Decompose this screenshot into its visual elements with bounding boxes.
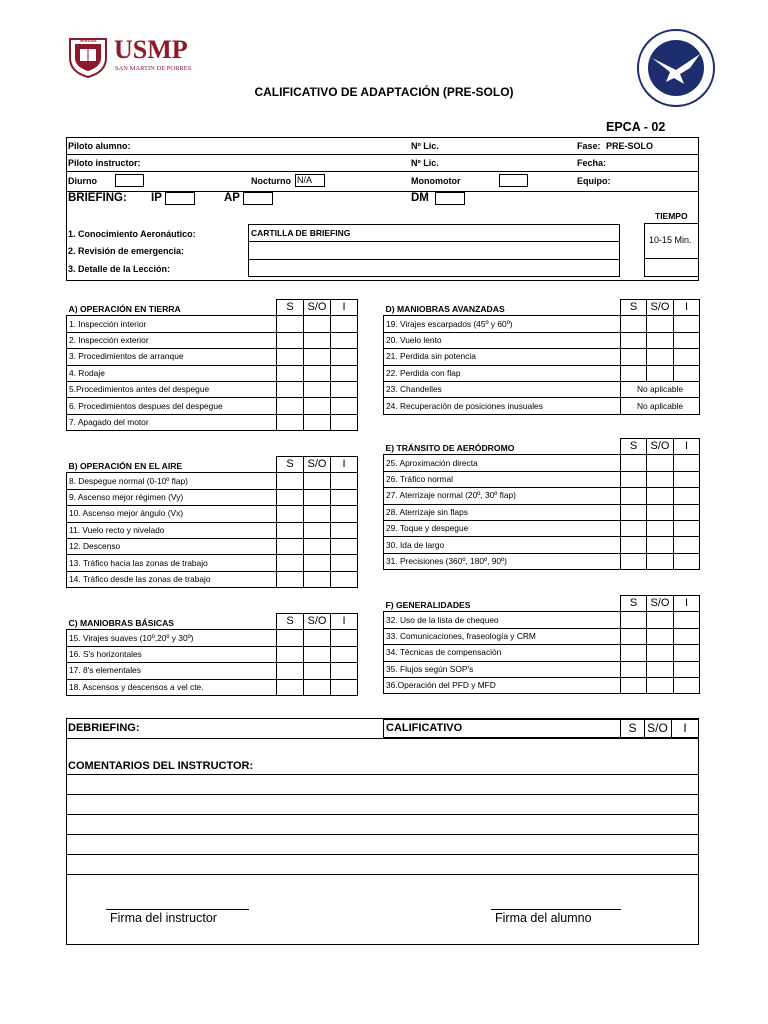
nocturno-value: N/A bbox=[297, 175, 313, 185]
table-row bbox=[384, 381, 700, 397]
table-row bbox=[67, 398, 358, 414]
item-label: 26. Tráfico normal bbox=[384, 471, 621, 487]
table-row bbox=[384, 628, 700, 644]
not-applicable-cell: No aplicable bbox=[621, 398, 700, 414]
item-label: 6. Procedimientos despues del despegue bbox=[67, 398, 277, 414]
grade-cell[interactable] bbox=[621, 365, 647, 381]
section-d-table bbox=[383, 299, 700, 415]
section-f-table bbox=[383, 595, 700, 694]
table-row bbox=[384, 520, 700, 536]
grade-cell[interactable] bbox=[674, 645, 700, 661]
grade-cell[interactable] bbox=[674, 661, 700, 677]
grade-cell[interactable] bbox=[304, 349, 331, 365]
grade-cell[interactable] bbox=[621, 316, 647, 332]
grade-cell[interactable] bbox=[331, 398, 358, 414]
briefing-label: BRIEFING: bbox=[68, 192, 127, 204]
item-label: 27. Aterrizaje normal (20º, 30º flap) bbox=[384, 488, 621, 504]
table-row bbox=[67, 332, 358, 348]
item-label: 20. Vuelo lento bbox=[384, 332, 621, 348]
item-label: 33. Comunicaciones, fraseología y CRM bbox=[384, 628, 621, 644]
item-label: 12. Descenso bbox=[67, 538, 277, 554]
ip-label: IP bbox=[151, 192, 162, 204]
col-i: I bbox=[331, 300, 358, 316]
grade-cell[interactable] bbox=[621, 488, 647, 504]
table-row bbox=[384, 677, 700, 693]
grade-cell[interactable] bbox=[674, 612, 700, 628]
item-label: 21. Perdida sin potencia bbox=[384, 349, 621, 365]
table-row bbox=[384, 349, 700, 365]
table-row bbox=[67, 663, 358, 679]
section-d-title: D) MANIOBRAS AVANZADAS bbox=[384, 300, 621, 316]
lic-label-2: Nº Lic. bbox=[411, 158, 439, 168]
col-s: S bbox=[621, 300, 647, 316]
grade-cell[interactable] bbox=[304, 571, 331, 587]
table-row bbox=[384, 504, 700, 520]
briefing-item-1: 1. Conocimiento Aeronáutico: bbox=[68, 229, 196, 239]
grade-cell[interactable] bbox=[647, 316, 674, 332]
table-row bbox=[67, 646, 358, 662]
grade-cell[interactable] bbox=[277, 381, 304, 397]
calificativo-label: CALIFICATIVO bbox=[386, 722, 463, 734]
grade-cell[interactable] bbox=[304, 555, 331, 571]
tiempo-blank[interactable] bbox=[644, 258, 699, 277]
equipo-label: Equipo: bbox=[577, 176, 611, 186]
briefing-item-3: 3. Detalle de la Lección: bbox=[68, 264, 171, 274]
grade-cell[interactable] bbox=[621, 332, 647, 348]
item-label: 1. Inspección interior bbox=[67, 316, 277, 332]
grade-cell[interactable] bbox=[304, 630, 331, 646]
section-b-table bbox=[66, 456, 358, 588]
grade-cell[interactable] bbox=[304, 489, 331, 505]
grade-cell[interactable] bbox=[621, 612, 647, 628]
firma-instructor-label: Firma del instructor bbox=[110, 911, 217, 925]
grade-cell[interactable] bbox=[674, 365, 700, 381]
grade-cell[interactable] bbox=[304, 316, 331, 332]
grade-cell[interactable] bbox=[277, 473, 304, 489]
grade-cell[interactable] bbox=[674, 677, 700, 693]
grade-cell[interactable] bbox=[304, 538, 331, 554]
item-label: 7. Apagado del motor bbox=[67, 414, 277, 430]
table-row bbox=[67, 630, 358, 646]
firma-alumno-label: Firma del alumno bbox=[495, 911, 592, 925]
calificativo-so: S/O bbox=[647, 721, 668, 735]
item-label: 23. Chandelles bbox=[384, 381, 621, 397]
ip-box[interactable] bbox=[165, 192, 195, 205]
grade-cell[interactable] bbox=[331, 365, 358, 381]
page-title: CALIFICATIVO DE ADAPTACIÓN (PRE-SOLO) bbox=[254, 85, 514, 99]
grade-cell[interactable] bbox=[621, 628, 647, 644]
grade-cell[interactable] bbox=[674, 349, 700, 365]
grade-cell[interactable] bbox=[304, 332, 331, 348]
col-i: I bbox=[331, 614, 358, 630]
col-s: S bbox=[621, 439, 647, 455]
item-label: 28. Aterrizaje sin flaps bbox=[384, 504, 621, 520]
grade-cell[interactable] bbox=[621, 349, 647, 365]
grade-cell[interactable] bbox=[647, 365, 674, 381]
col-i: I bbox=[331, 457, 358, 473]
grade-cell[interactable] bbox=[621, 553, 647, 569]
item-label: 10. Ascenso mejor ángulo (Vx) bbox=[67, 506, 277, 522]
item-label: 17. 8's elementales bbox=[67, 663, 277, 679]
tiempo-value: 10-15 Min. bbox=[649, 235, 692, 245]
table-row bbox=[384, 471, 700, 487]
table-row bbox=[67, 365, 358, 381]
grade-cell[interactable] bbox=[277, 316, 304, 332]
piloto-instructor-label: Piloto instructor: bbox=[68, 158, 141, 168]
table-row bbox=[384, 553, 700, 569]
item-label: 11. Vuelo recto y nivelado bbox=[67, 522, 277, 538]
grade-cell[interactable] bbox=[331, 679, 358, 695]
grade-cell[interactable] bbox=[277, 522, 304, 538]
grade-cell[interactable] bbox=[621, 455, 647, 471]
tiempo-label: TIEMPO bbox=[655, 211, 688, 221]
grade-cell[interactable] bbox=[331, 381, 358, 397]
section-e-title: E) TRÁNSITO DE AERÓDROMO bbox=[384, 439, 621, 455]
table-row bbox=[67, 316, 358, 332]
grade-cell[interactable] bbox=[277, 414, 304, 430]
grade-cell[interactable] bbox=[331, 646, 358, 662]
nocturno-label: Nocturno bbox=[251, 176, 291, 186]
university-subtitle: SAN MARTIN DE PORRES bbox=[115, 65, 192, 72]
firma-instructor-line[interactable] bbox=[106, 909, 249, 910]
usmp-logo bbox=[68, 36, 208, 78]
item-label: 14. Tráfico desde las zonas de trabajo bbox=[67, 571, 277, 587]
fase-label: Fase: bbox=[577, 141, 601, 151]
grade-cell[interactable] bbox=[647, 520, 674, 536]
comentarios-label: COMENTARIOS DEL INSTRUCTOR: bbox=[68, 760, 254, 772]
grade-cell[interactable] bbox=[331, 332, 358, 348]
grade-cell[interactable] bbox=[304, 663, 331, 679]
item-label: 24. Recuperación de posiciones inusuales bbox=[384, 398, 621, 414]
grade-cell[interactable] bbox=[647, 471, 674, 487]
item-label: 19. Virajes escarpados (45º y 60º) bbox=[384, 316, 621, 332]
item-label: 34. Técnicas de compensación bbox=[384, 645, 621, 661]
grade-cell[interactable] bbox=[647, 628, 674, 644]
calificativo-i: I bbox=[683, 721, 687, 735]
grade-cell[interactable] bbox=[277, 555, 304, 571]
grade-cell[interactable] bbox=[331, 522, 358, 538]
grade-cell[interactable] bbox=[621, 520, 647, 536]
section-a-table bbox=[66, 299, 358, 431]
grade-cell[interactable] bbox=[621, 661, 647, 677]
item-label: 2. Inspección exterior bbox=[67, 332, 277, 348]
grade-cell[interactable] bbox=[277, 489, 304, 505]
fase-value: PRE-SOLO bbox=[606, 141, 654, 151]
table-row bbox=[384, 488, 700, 504]
grade-cell[interactable] bbox=[277, 506, 304, 522]
diurno-box[interactable] bbox=[115, 174, 144, 187]
col-s: S bbox=[621, 596, 647, 612]
grade-cell[interactable] bbox=[331, 414, 358, 430]
grade-cell[interactable] bbox=[304, 414, 331, 430]
piloto-alumno-label: Piloto alumno: bbox=[68, 141, 131, 151]
section-b-title: B) OPERACIÓN EN EL AIRE bbox=[67, 457, 277, 473]
table-row bbox=[67, 473, 358, 489]
firma-alumno-line[interactable] bbox=[491, 909, 621, 910]
grade-cell[interactable] bbox=[674, 455, 700, 471]
table-row bbox=[384, 316, 700, 332]
item-label: 25. Aproximación directa bbox=[384, 455, 621, 471]
grade-cell[interactable] bbox=[331, 538, 358, 554]
grade-cell[interactable] bbox=[304, 522, 331, 538]
table-row bbox=[384, 332, 700, 348]
item-label: 29. Toque y despegue bbox=[384, 520, 621, 536]
grade-cell[interactable] bbox=[277, 571, 304, 587]
item-label: 30. Ida de largo bbox=[384, 537, 621, 553]
grade-cell[interactable] bbox=[331, 489, 358, 505]
item-label: 36.Operación del PFD y MFD bbox=[384, 677, 621, 693]
item-label: 13. Tráfico hacia las zonas de trabajo bbox=[67, 555, 277, 571]
grade-cell[interactable] bbox=[277, 679, 304, 695]
item-label: 22. Perdida con flap bbox=[384, 365, 621, 381]
grade-cell[interactable] bbox=[674, 553, 700, 569]
grade-cell[interactable] bbox=[304, 646, 331, 662]
table-row bbox=[67, 381, 358, 397]
section-c-table bbox=[66, 613, 358, 696]
grade-cell[interactable] bbox=[277, 663, 304, 679]
grade-cell[interactable] bbox=[621, 537, 647, 553]
table-row bbox=[67, 679, 358, 695]
table-row bbox=[67, 555, 358, 571]
grade-cell[interactable] bbox=[647, 488, 674, 504]
ap-box[interactable] bbox=[243, 192, 273, 205]
grade-cell[interactable] bbox=[277, 646, 304, 662]
grade-cell[interactable] bbox=[621, 677, 647, 693]
table-row bbox=[384, 612, 700, 628]
grade-cell[interactable] bbox=[304, 506, 331, 522]
fecha-label: Fecha: bbox=[577, 158, 607, 168]
grade-cell[interactable] bbox=[277, 538, 304, 554]
grade-cell[interactable] bbox=[331, 555, 358, 571]
form-code: EPCA - 02 bbox=[606, 120, 666, 134]
debriefing-label: DEBRIEFING: bbox=[68, 722, 140, 734]
grade-cell[interactable] bbox=[674, 488, 700, 504]
grade-cell[interactable] bbox=[277, 630, 304, 646]
diurno-label: Diurno bbox=[68, 176, 97, 186]
grade-cell[interactable] bbox=[331, 473, 358, 489]
grade-cell[interactable] bbox=[621, 471, 647, 487]
grade-cell[interactable] bbox=[647, 677, 674, 693]
section-c-title: C) MANIOBRAS BÁSICAS bbox=[67, 614, 277, 630]
table-row bbox=[384, 645, 700, 661]
col-i: I bbox=[674, 439, 700, 455]
grade-cell[interactable] bbox=[277, 332, 304, 348]
table-row bbox=[384, 455, 700, 471]
grade-cell[interactable] bbox=[674, 471, 700, 487]
table-row bbox=[67, 349, 358, 365]
grade-cell[interactable] bbox=[277, 349, 304, 365]
item-label: 5.Procedimientos antes del despegue bbox=[67, 381, 277, 397]
dm-label: DM bbox=[411, 192, 429, 204]
grade-cell[interactable] bbox=[674, 628, 700, 644]
grade-cell[interactable] bbox=[674, 520, 700, 536]
grade-cell[interactable] bbox=[331, 571, 358, 587]
grade-cell[interactable] bbox=[304, 679, 331, 695]
ap-label: AP bbox=[224, 192, 240, 204]
grade-cell[interactable] bbox=[331, 663, 358, 679]
table-row bbox=[384, 365, 700, 381]
grade-cell[interactable] bbox=[331, 349, 358, 365]
grade-cell[interactable] bbox=[647, 455, 674, 471]
col-so: S/O bbox=[647, 439, 674, 455]
grade-cell[interactable] bbox=[647, 504, 674, 520]
table-row bbox=[384, 537, 700, 553]
section-a-title: A) OPERACIÓN EN TIERRA bbox=[67, 300, 277, 316]
item-label: 32. Uso de la lista de chequeo bbox=[384, 612, 621, 628]
grade-cell[interactable] bbox=[647, 661, 674, 677]
grade-cell[interactable] bbox=[647, 553, 674, 569]
table-row bbox=[67, 522, 358, 538]
item-label: 9. Ascenso mejor régimen (Vy) bbox=[67, 489, 277, 505]
grade-cell[interactable] bbox=[647, 645, 674, 661]
calificativo-s: S bbox=[628, 721, 637, 735]
grade-cell[interactable] bbox=[674, 504, 700, 520]
item-label: 16. S's horizontales bbox=[67, 646, 277, 662]
monomotor-label: Monomotor bbox=[411, 176, 461, 186]
dm-box[interactable] bbox=[435, 192, 465, 205]
grade-cell[interactable] bbox=[674, 316, 700, 332]
cartilla-label: CARTILLA DE BRIEFING bbox=[251, 228, 351, 238]
grade-cell[interactable] bbox=[331, 630, 358, 646]
col-so: S/O bbox=[304, 300, 331, 316]
col-so: S/O bbox=[647, 596, 674, 612]
item-label: 8. Despegue normal (0-10º flap) bbox=[67, 473, 277, 489]
col-s: S bbox=[277, 457, 304, 473]
col-s: S bbox=[277, 614, 304, 630]
col-i: I bbox=[674, 596, 700, 612]
grade-cell[interactable] bbox=[304, 473, 331, 489]
university-name: USMP bbox=[114, 35, 188, 64]
grade-cell[interactable] bbox=[304, 365, 331, 381]
grade-cell[interactable] bbox=[647, 332, 674, 348]
item-label: 15. Virajes suaves (10º,20º y 30º) bbox=[67, 630, 277, 646]
not-applicable-cell: No aplicable bbox=[621, 381, 700, 397]
item-label: 18. Ascensos y descensos a vel cte. bbox=[67, 679, 277, 695]
monomotor-box[interactable] bbox=[499, 174, 528, 187]
item-label: 31. Precisiones (360º, 180º, 90º) bbox=[384, 553, 621, 569]
grade-cell[interactable] bbox=[304, 381, 331, 397]
grade-cell[interactable] bbox=[331, 316, 358, 332]
table-row bbox=[67, 489, 358, 505]
grade-cell[interactable] bbox=[277, 398, 304, 414]
grade-cell[interactable] bbox=[331, 506, 358, 522]
item-label: 4. Rodaje bbox=[67, 365, 277, 381]
grade-cell[interactable] bbox=[647, 537, 674, 553]
section-e-table bbox=[383, 438, 700, 570]
table-row bbox=[67, 538, 358, 554]
grade-cell[interactable] bbox=[674, 332, 700, 348]
col-so: S/O bbox=[647, 300, 674, 316]
briefing-item-2: 2. Revisión de emergencia: bbox=[68, 246, 185, 256]
grade-cell[interactable] bbox=[621, 645, 647, 661]
grade-cell[interactable] bbox=[621, 504, 647, 520]
shield-text: VERITAS bbox=[79, 38, 97, 43]
table-row bbox=[67, 571, 358, 587]
col-i: I bbox=[674, 300, 700, 316]
lic-label-1: Nº Lic. bbox=[411, 141, 439, 151]
table-row bbox=[67, 506, 358, 522]
col-so: S/O bbox=[304, 614, 331, 630]
grade-cell[interactable] bbox=[674, 537, 700, 553]
grade-cell[interactable] bbox=[304, 398, 331, 414]
grade-cell[interactable] bbox=[647, 349, 674, 365]
table-row bbox=[384, 661, 700, 677]
section-f-title: F) GENERALIDADES bbox=[384, 596, 621, 612]
grade-cell[interactable] bbox=[277, 365, 304, 381]
item-label: 3. Procedimientos de arranque bbox=[67, 349, 277, 365]
col-so: S/O bbox=[304, 457, 331, 473]
table-row bbox=[384, 398, 700, 414]
table-row bbox=[67, 414, 358, 430]
col-s: S bbox=[277, 300, 304, 316]
item-label: 35. Flujos según SOP's bbox=[384, 661, 621, 677]
grade-cell[interactable] bbox=[647, 612, 674, 628]
